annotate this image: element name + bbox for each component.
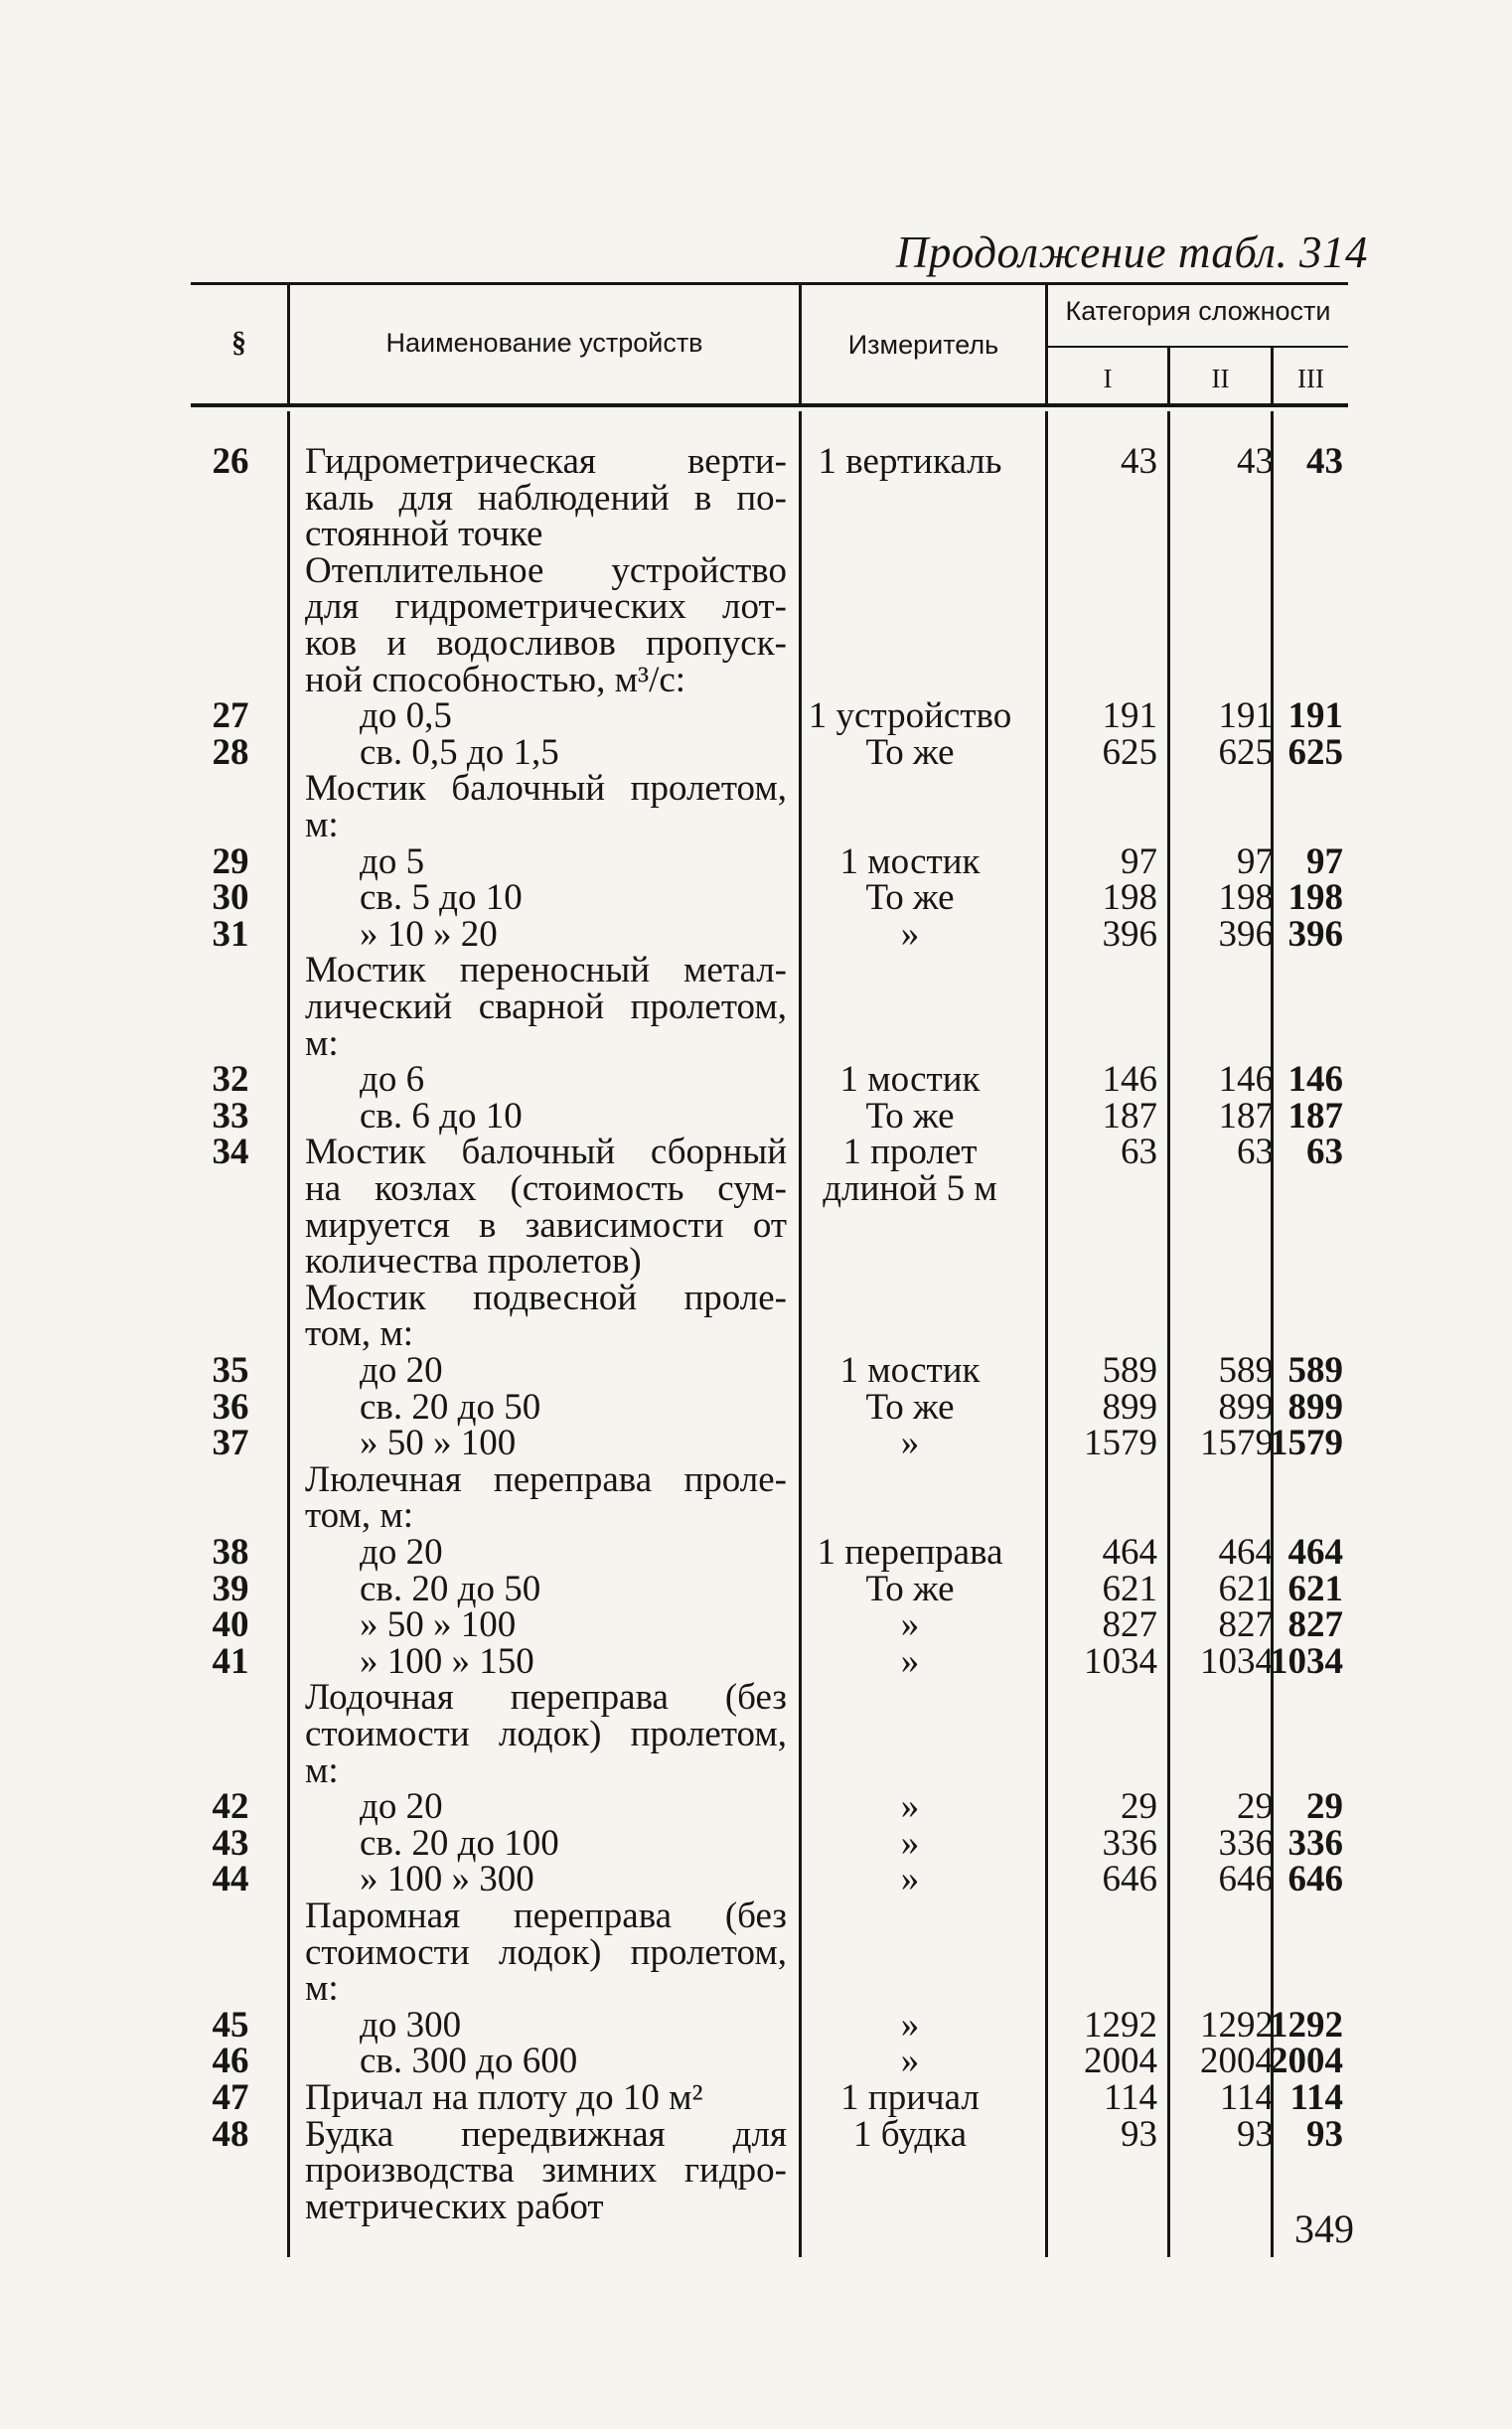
category-2-value: 93 — [1237, 2113, 1274, 2155]
category-2-value: 827 — [1218, 1604, 1274, 1646]
top-rule — [191, 282, 1348, 285]
device-name: мируется в зависимости от — [305, 1204, 787, 1246]
device-name: Будка передвижная для — [305, 2113, 787, 2155]
category-1-value: 827 — [1102, 1604, 1157, 1646]
category-1-value: 187 — [1102, 1095, 1157, 1137]
table-row — [191, 441, 1348, 482]
table-row — [191, 1277, 1348, 1318]
category-3-value: 114 — [1289, 2077, 1343, 2118]
device-name: Паромная переправа (без — [305, 1896, 787, 1936]
table-row — [191, 1749, 1348, 1791]
section-number: 36 — [212, 1386, 249, 1428]
category-3-value: 1292 — [1270, 2004, 1343, 2046]
unit-cell: То же — [865, 877, 955, 919]
table-row — [191, 989, 1348, 1026]
table-row — [191, 1898, 1348, 1935]
unit-cell: » — [900, 1859, 920, 1900]
table-row — [191, 1168, 1348, 1209]
section-number: 41 — [212, 1640, 249, 1682]
device-name: св. 20 до 100 — [360, 1822, 559, 1864]
header-cat-2: II — [1211, 364, 1230, 393]
category-1-value: 63 — [1121, 1132, 1157, 1173]
header-name: Наименование устройств — [385, 328, 703, 358]
device-name: св. 300 до 600 — [360, 2041, 578, 2082]
unit-cell: 1 пролет — [842, 1132, 978, 1173]
category-1-value: 97 — [1121, 840, 1157, 882]
category-1-value: 2004 — [1084, 2041, 1157, 2082]
category-3-value: 1034 — [1270, 1640, 1343, 1682]
unit-cell: » — [900, 1786, 920, 1828]
category-1-value: 43 — [1121, 441, 1157, 482]
unit-cell: То же — [865, 1568, 955, 1609]
device-name: том, м: — [305, 1313, 414, 1355]
device-name: до 20 — [360, 1786, 443, 1828]
category-3-value: 43 — [1306, 441, 1343, 482]
table-row — [191, 1350, 1348, 1391]
unit-cell: » — [900, 1604, 920, 1646]
category-2-value: 191 — [1218, 695, 1274, 737]
table-row — [191, 477, 1348, 519]
device-name: Мостик подвесной проле- — [305, 1277, 787, 1318]
category-rule — [1045, 346, 1348, 348]
device-name: м: — [305, 1749, 339, 1791]
category-3-value: 191 — [1287, 695, 1343, 737]
category-1-value: 1034 — [1084, 1640, 1157, 1682]
table-row — [191, 1568, 1348, 1609]
category-1-value: 114 — [1103, 2077, 1157, 2118]
table-row — [191, 1495, 1348, 1537]
category-1-value: 1579 — [1084, 1423, 1157, 1464]
category-1-value: 625 — [1102, 731, 1157, 773]
device-name: Мостик балочный пролетом, — [305, 768, 787, 810]
device-name: Люлечная переправа проле- — [305, 1458, 787, 1500]
device-name: св. 6 до 10 — [360, 1095, 523, 1137]
section-number: 39 — [212, 1568, 249, 1609]
device-name: стоимости лодок) пролетом, — [305, 1714, 787, 1754]
table-caption: Продолжение табл. 314 — [895, 228, 1368, 277]
unit-cell: То же — [865, 1386, 955, 1428]
header-section: § — [231, 326, 246, 359]
category-3-value: 589 — [1287, 1350, 1343, 1391]
unit-cell: » — [900, 1640, 920, 1682]
section-number: 43 — [212, 1822, 249, 1864]
category-1-value: 464 — [1102, 1532, 1157, 1573]
section-number: 26 — [212, 441, 249, 482]
table-row — [191, 1714, 1348, 1754]
table-row — [191, 731, 1348, 773]
device-name: м: — [305, 805, 339, 845]
device-name: метрических работ — [305, 2186, 604, 2227]
category-1-value: 146 — [1102, 1059, 1157, 1101]
category-3-value: 646 — [1287, 1859, 1343, 1900]
section-number: 34 — [212, 1132, 249, 1173]
device-name: до 300 — [360, 2004, 462, 2046]
table-row — [191, 840, 1348, 882]
category-1-value: 899 — [1102, 1386, 1157, 1428]
table-row — [191, 623, 1348, 664]
device-name: Причал на плоту до 10 м² — [305, 2077, 703, 2118]
category-2-value: 2004 — [1200, 2041, 1274, 2082]
section-number: 29 — [212, 840, 249, 882]
table-row — [191, 2150, 1348, 2192]
category-2-value: 1034 — [1200, 1640, 1274, 1682]
section-number: 45 — [212, 2004, 249, 2046]
device-name: до 20 — [360, 1532, 443, 1573]
category-3-value: 827 — [1287, 1604, 1343, 1646]
category-2-value: 97 — [1237, 840, 1274, 882]
section-number: 44 — [212, 1859, 249, 1900]
unit-cell: 1 мостик — [839, 1350, 981, 1391]
table-row — [191, 1532, 1348, 1573]
section-number: 30 — [212, 877, 249, 919]
unit-cell: То же — [865, 731, 955, 773]
table-row — [191, 1204, 1348, 1246]
category-2-value: 146 — [1218, 1059, 1274, 1101]
unit-cell: 1 переправа — [817, 1532, 1003, 1573]
category-2-value: 396 — [1218, 913, 1274, 955]
table-row — [191, 877, 1348, 919]
category-3-value: 198 — [1287, 877, 1343, 919]
table-row — [191, 1786, 1348, 1828]
category-2-value: 63 — [1237, 1132, 1274, 1173]
table-row — [191, 1241, 1348, 1283]
category-3-value: 29 — [1306, 1786, 1343, 1828]
device-name: св. 5 до 10 — [360, 877, 523, 919]
category-3-value: 625 — [1287, 731, 1343, 773]
section-number: 32 — [212, 1059, 249, 1101]
table-row — [191, 1640, 1348, 1682]
category-3-value: 336 — [1287, 1822, 1343, 1864]
device-name: Гидрометрическая верти- — [305, 441, 787, 482]
table-row — [191, 659, 1348, 700]
device-name: » 100 » 300 — [360, 1859, 534, 1900]
device-name: м: — [305, 1968, 339, 2010]
device-name: м: — [305, 1022, 339, 1064]
section-number: 48 — [212, 2113, 249, 2155]
unit-cell: 1 вертикаль — [818, 441, 1002, 482]
category-3-value: 187 — [1287, 1095, 1343, 1137]
section-number: 37 — [212, 1423, 249, 1464]
table-row — [191, 1059, 1348, 1101]
category-3-value: 621 — [1287, 1568, 1343, 1609]
category-1-value: 589 — [1102, 1350, 1157, 1391]
section-number: 33 — [212, 1095, 249, 1137]
unit-cell: То же — [865, 1095, 955, 1137]
unit-cell: » — [900, 2004, 920, 2046]
table-row — [191, 1822, 1348, 1864]
device-name: ной способностью, м³/с: — [305, 659, 686, 700]
category-2-value: 621 — [1218, 1568, 1274, 1609]
category-1-value: 336 — [1102, 1822, 1157, 1864]
category-1-value: 198 — [1102, 877, 1157, 919]
device-name: Мостик переносный метал- — [305, 950, 787, 991]
section-number: 42 — [212, 1786, 249, 1828]
table-row — [191, 2004, 1348, 2046]
table-row — [191, 1604, 1348, 1646]
table-row — [191, 2077, 1348, 2118]
unit-cell: » — [900, 1423, 920, 1464]
category-3-value: 63 — [1306, 1132, 1343, 1173]
category-3-value: 396 — [1287, 913, 1343, 955]
device-name: Отеплительное устройство — [305, 549, 787, 591]
table-row — [191, 1458, 1348, 1500]
unit-cell: » — [900, 913, 920, 955]
category-2-value: 114 — [1219, 2077, 1274, 2118]
category-2-value: 899 — [1218, 1386, 1274, 1428]
table-row — [191, 549, 1348, 591]
device-name: количества пролетов) — [305, 1241, 642, 1283]
category-3-value: 93 — [1306, 2113, 1343, 2155]
device-name: стоянной точке — [305, 514, 543, 555]
category-2-value: 187 — [1218, 1095, 1274, 1137]
device-name: лический сварной пролетом, — [305, 987, 787, 1027]
category-2-value: 464 — [1218, 1532, 1274, 1573]
device-name: св. 20 до 50 — [360, 1386, 541, 1428]
table-row — [191, 1132, 1348, 1173]
category-2-value: 1292 — [1200, 2004, 1274, 2046]
category-2-value: 198 — [1218, 877, 1274, 919]
unit-cell: » — [900, 2041, 920, 2082]
unit-cell: 1 устройство — [808, 695, 1012, 737]
category-3-value: 899 — [1287, 1386, 1343, 1428]
table-row — [191, 913, 1348, 955]
table-row — [191, 1677, 1348, 1719]
category-2-value: 29 — [1237, 1786, 1274, 1828]
device-name: до 6 — [360, 1059, 425, 1101]
table-row — [191, 1859, 1348, 1900]
table-row — [191, 514, 1348, 555]
page-number: 349 — [1294, 2206, 1354, 2251]
device-name: производства зимних гидро- — [305, 2150, 787, 2192]
category-2-value: 1579 — [1200, 1423, 1274, 1464]
device-name: св. 20 до 50 — [360, 1568, 541, 1609]
unit-cell: длиной 5 м — [823, 1168, 997, 1209]
table-row — [191, 805, 1348, 845]
unit-cell: » — [900, 1822, 920, 1864]
device-name: до 20 — [360, 1350, 443, 1391]
category-3-value: 2004 — [1270, 2041, 1343, 2082]
device-name: каль для наблюдений в по- — [305, 477, 787, 519]
category-1-value: 29 — [1121, 1786, 1157, 1828]
category-2-value: 646 — [1218, 1859, 1274, 1900]
device-name: » 50 » 100 — [360, 1423, 517, 1464]
section-number: 28 — [212, 731, 249, 773]
table-row — [191, 2041, 1348, 2082]
header-unit: Измеритель — [847, 330, 999, 360]
unit-cell: 1 будка — [853, 2113, 967, 2155]
unit-cell: 1 мостик — [839, 840, 981, 882]
section-number: 35 — [212, 1350, 249, 1391]
table-row — [191, 950, 1348, 991]
device-name: до 5 — [360, 840, 425, 882]
table-row — [191, 1423, 1348, 1464]
header-category: Категория сложности — [1065, 296, 1331, 326]
category-2-value: 336 — [1218, 1822, 1274, 1864]
device-name: Мостик балочный сборный — [305, 1132, 787, 1173]
table-row — [191, 2113, 1348, 2155]
section-number: 40 — [212, 1604, 249, 1646]
unit-cell: 1 мостик — [839, 1059, 981, 1101]
category-2-value: 589 — [1218, 1350, 1274, 1391]
device-name: ков и водосливов пропуск- — [305, 623, 787, 664]
section-number: 31 — [212, 913, 249, 955]
header-cat-3: III — [1297, 364, 1324, 393]
device-name: Лодочная переправа (без — [305, 1677, 787, 1719]
header-rule — [191, 403, 1348, 407]
device-name: » 100 » 150 — [360, 1640, 534, 1682]
category-2-value: 625 — [1218, 731, 1274, 773]
table-row — [191, 1931, 1348, 1973]
device-name: св. 0,5 до 1,5 — [360, 731, 559, 773]
device-name: на козлах (стоимость сум- — [305, 1168, 787, 1209]
category-1-value: 191 — [1102, 695, 1157, 737]
category-1-value: 1292 — [1084, 2004, 1157, 2046]
device-name: » 10 » 20 — [360, 913, 498, 955]
device-name: стоимости лодок) пролетом, — [305, 1931, 787, 1973]
unit-cell: 1 причал — [840, 2077, 980, 2118]
device-name: до 0,5 — [360, 695, 452, 737]
table-row — [191, 768, 1348, 810]
section-number: 38 — [212, 1532, 249, 1573]
category-1-value: 621 — [1102, 1568, 1157, 1609]
device-name: » 50 » 100 — [360, 1604, 517, 1646]
table-row — [191, 695, 1348, 737]
table-row — [191, 2186, 1348, 2227]
table-row — [191, 1968, 1348, 2010]
section-number: 46 — [212, 2041, 249, 2082]
table-row — [191, 1022, 1348, 1064]
category-2-value: 43 — [1237, 441, 1274, 482]
category-1-value: 93 — [1121, 2113, 1157, 2155]
table-row — [191, 1095, 1348, 1137]
table-row — [191, 586, 1348, 628]
category-3-value: 1579 — [1270, 1423, 1343, 1464]
category-1-value: 646 — [1102, 1859, 1157, 1900]
header-cat-1: I — [1103, 364, 1113, 393]
category-3-value: 146 — [1287, 1059, 1343, 1101]
section-number: 27 — [212, 695, 249, 737]
table-row — [191, 1313, 1348, 1355]
category-3-value: 97 — [1306, 840, 1343, 882]
section-number: 47 — [212, 2077, 249, 2118]
device-name: для гидрометрических лот- — [305, 586, 787, 628]
table-row — [191, 1386, 1348, 1428]
category-3-value: 464 — [1287, 1532, 1343, 1573]
category-1-value: 396 — [1102, 913, 1157, 955]
device-name: том, м: — [305, 1495, 414, 1537]
